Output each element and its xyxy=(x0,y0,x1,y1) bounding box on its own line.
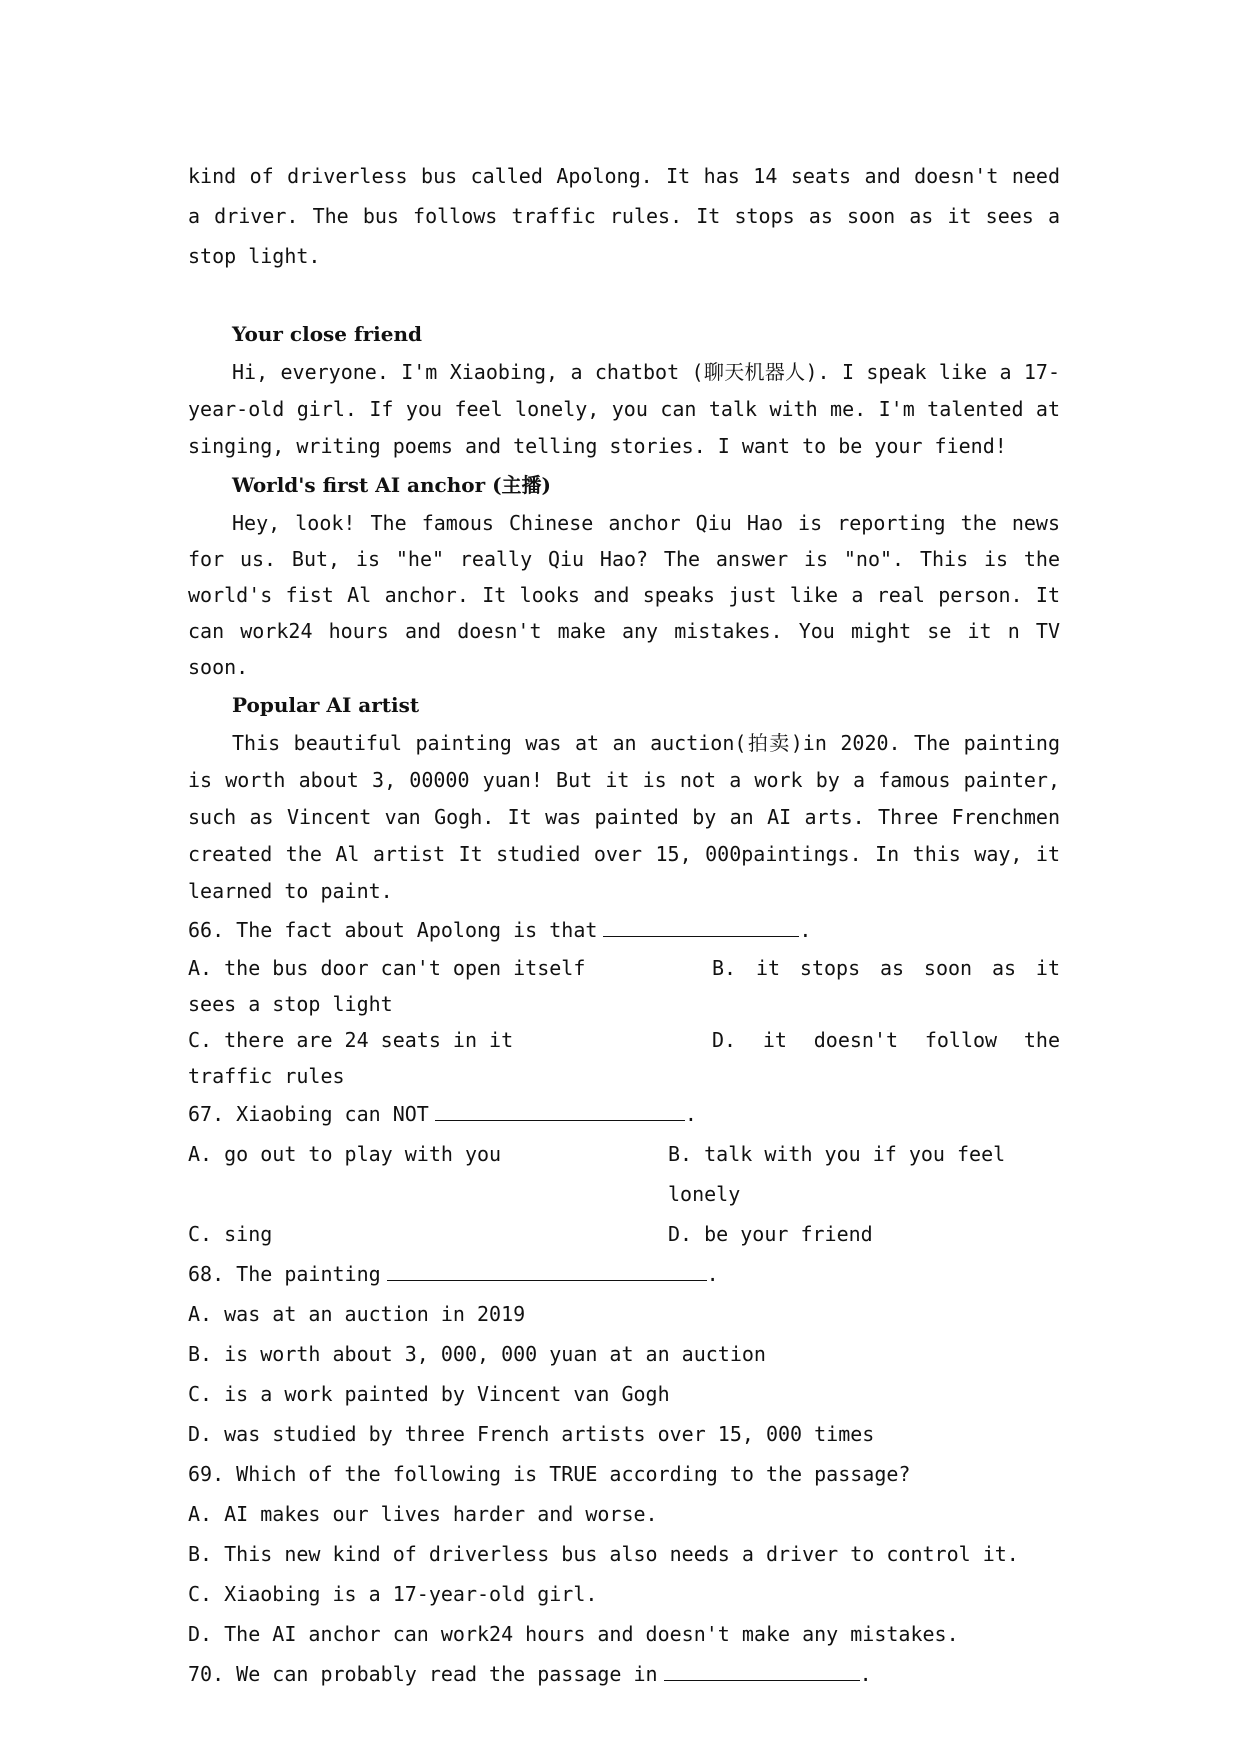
option-69-b: B. This new kind of driverless bus also needs a driver to control it. xyxy=(188,1542,1019,1566)
question-69: 69. Which of the following is TRUE according to the passage? xyxy=(188,1462,911,1486)
question-66-options xyxy=(188,950,1060,1094)
option-68-c: C. is a work painted by Vincent van Gogh xyxy=(188,1382,670,1406)
option-66-ab xyxy=(188,950,1060,1022)
question-68-end: . xyxy=(706,1262,719,1286)
section-heading-anchor: World's first AI anchor (主播) xyxy=(232,473,551,497)
option-66-d: D. it doesn't follow the traffic rules xyxy=(188,1028,1060,1088)
section-body-friend: Hi, everyone. I'm Xiaobing, a chatbot (聊天机器人). I speak like a 17-year-old girl. If you feel lonely, you can talk with me. I'm talented at singing, writing poems and telling stories. I want to be your fiend! xyxy=(188,360,1060,458)
section-body-artist: This beautiful painting was at an auction(拍卖)in 2020. The painting is worth about 3, 00000 yuan! But it is not a work by a famous painter, such as Vincent van Gogh. It was painted by an AI arts. Three Frenchmen created the Al artist It studied over 15, 000paintings. In this way, it learned to paint. xyxy=(188,731,1060,903)
option-68-d: D. was studied by three French artists over 15, 000 times xyxy=(188,1422,875,1446)
section-gap xyxy=(188,276,1060,314)
option-68-a: A. was at an auction in 2019 xyxy=(188,1302,526,1326)
option-67-b: B. talk with you if you feel lonely xyxy=(668,1142,1006,1206)
question-66-end: . xyxy=(799,918,812,942)
question-67 xyxy=(188,1094,1060,1134)
question-66 xyxy=(188,910,1060,950)
question-70-end: . xyxy=(859,1662,872,1686)
option-67-c: C. sing xyxy=(188,1222,273,1246)
section-heading-artist: Popular AI artist xyxy=(232,693,420,717)
intro-paragraph: kind of driverless bus called Apolong. It has 14 seats and doesn't need a driver. The bus follows traffic rules. It stops as soon as it sees a stop light. xyxy=(188,164,1060,268)
option-67-row2 xyxy=(188,1214,1060,1254)
answer-blank-67 xyxy=(435,1098,685,1121)
answer-blank-66 xyxy=(603,914,799,937)
question-66-stem: 66. The fact about Apolong is that xyxy=(188,918,598,942)
option-66-a: A. the bus door can't open itself xyxy=(188,956,586,980)
option-69-d: D. The AI anchor can work24 hours and doesn't make any mistakes. xyxy=(188,1622,959,1646)
option-69-a: A. AI makes our lives harder and worse. xyxy=(188,1502,658,1526)
option-67-a: A. go out to play with you xyxy=(188,1142,502,1166)
section-body-anchor: Hey, look! The famous Chinese anchor Qiu Hao is reporting the news for us. But, is "he" really Qiu Hao? The answer is "no". This is the world's fist Al anchor. It looks and speaks just like a real person. It can work24 hours and doesn't make any mistakes. You might se it n TV soon. xyxy=(188,511,1060,679)
option-69-c: C. Xiaobing is a 17-year-old girl. xyxy=(188,1582,598,1606)
question-68-stem: 68. The painting xyxy=(188,1262,381,1286)
option-67-row1 xyxy=(188,1134,1060,1214)
question-68 xyxy=(188,1254,1060,1294)
section-heading-friend: Your close friend xyxy=(232,322,422,346)
answer-blank-68 xyxy=(387,1258,707,1281)
option-66-cd xyxy=(188,1022,1060,1094)
question-70 xyxy=(188,1654,1060,1694)
answer-blank-70 xyxy=(664,1658,860,1681)
option-67-d: D. be your friend xyxy=(668,1222,873,1246)
option-66-c: C. there are 24 seats in it xyxy=(188,1028,514,1052)
document-page xyxy=(188,156,1060,1694)
question-67-stem: 67. Xiaobing can NOT xyxy=(188,1102,429,1126)
question-70-stem: 70. We can probably read the passage in xyxy=(188,1662,658,1686)
option-68-b: B. is worth about 3, 000, 000 yuan at an auction xyxy=(188,1342,766,1366)
option-66-b: B. it stops as soon as it sees a stop light xyxy=(188,956,1060,1016)
question-67-end: . xyxy=(684,1102,697,1126)
